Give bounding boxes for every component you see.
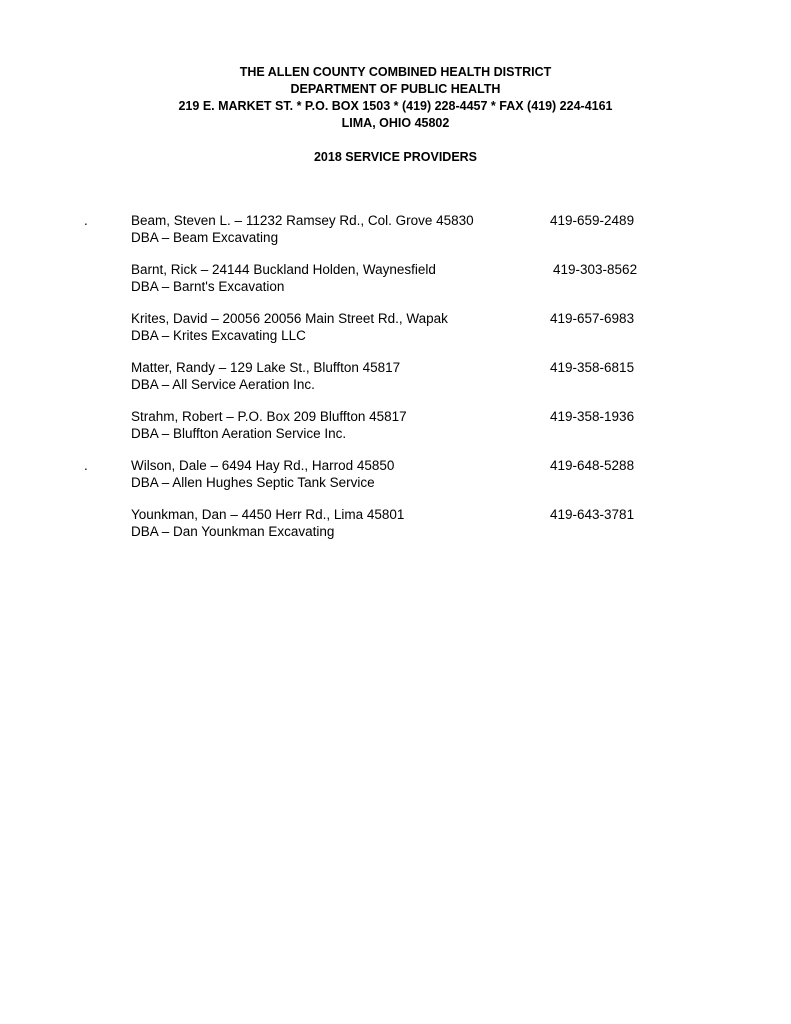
provider-name-address: Beam, Steven L. – 11232 Ramsey Rd., Col. Grove 45830	[131, 213, 474, 228]
provider-entry	[0, 311, 791, 360]
provider-name-address: Younkman, Dan – 4450 Herr Rd., Lima 45801	[131, 507, 405, 522]
provider-phone: 419-643-3781	[550, 507, 635, 522]
city-state-zip: LIMA, OHIO 45802	[341, 116, 450, 130]
provider-phone: 419-358-6815	[550, 360, 635, 375]
department-name: DEPARTMENT OF PUBLIC HEALTH	[290, 82, 501, 96]
provider-entry	[0, 262, 791, 311]
bullet-marker: .	[84, 213, 88, 228]
organization-name: THE ALLEN COUNTY COMBINED HEALTH DISTRICT	[239, 65, 552, 79]
provider-entry	[0, 213, 791, 262]
provider-name-address: Matter, Randy – 129 Lake St., Bluffton 45817	[131, 360, 401, 375]
provider-entry	[0, 507, 791, 556]
provider-name-address: Strahm, Robert – P.O. Box 209 Bluffton 45817	[131, 409, 407, 424]
provider-dba: DBA – Dan Younkman Excavating	[131, 524, 335, 539]
provider-dba: DBA – Krites Excavating LLC	[131, 328, 306, 343]
provider-dba: DBA – Bluffton Aeration Service Inc.	[131, 426, 347, 441]
provider-phone: 419-358-1936	[550, 409, 635, 424]
bullet-marker: .	[84, 458, 88, 473]
provider-list	[0, 213, 791, 556]
letterhead	[0, 64, 791, 132]
document-title: 2018 SERVICE PROVIDERS	[313, 150, 478, 164]
provider-phone: 419-659-2489	[550, 213, 635, 228]
provider-dba: DBA – Barnt's Excavation	[131, 279, 285, 294]
provider-dba: DBA – Beam Excavating	[131, 230, 279, 245]
provider-entry	[0, 360, 791, 409]
provider-dba: DBA – Allen Hughes Septic Tank Service	[131, 475, 375, 490]
provider-phone: 419-303-8562	[553, 262, 638, 277]
provider-phone: 419-648-5288	[550, 458, 635, 473]
provider-name-address: Barnt, Rick – 24144 Buckland Holden, Waynesfield	[131, 262, 436, 277]
provider-phone: 419-657-6983	[550, 311, 635, 326]
provider-entry	[0, 458, 791, 507]
provider-entry	[0, 409, 791, 458]
provider-name-address: Krites, David – 20056 20056 Main Street Rd., Wapak	[131, 311, 448, 326]
provider-name-address: Wilson, Dale – 6494 Hay Rd., Harrod 45850	[131, 458, 395, 473]
provider-dba: DBA – All Service Aeration Inc.	[131, 377, 315, 392]
contact-address: 219 E. MARKET ST. * P.O. BOX 1503 * (419) 228-4457 * FAX (419) 224-4161	[178, 99, 613, 113]
